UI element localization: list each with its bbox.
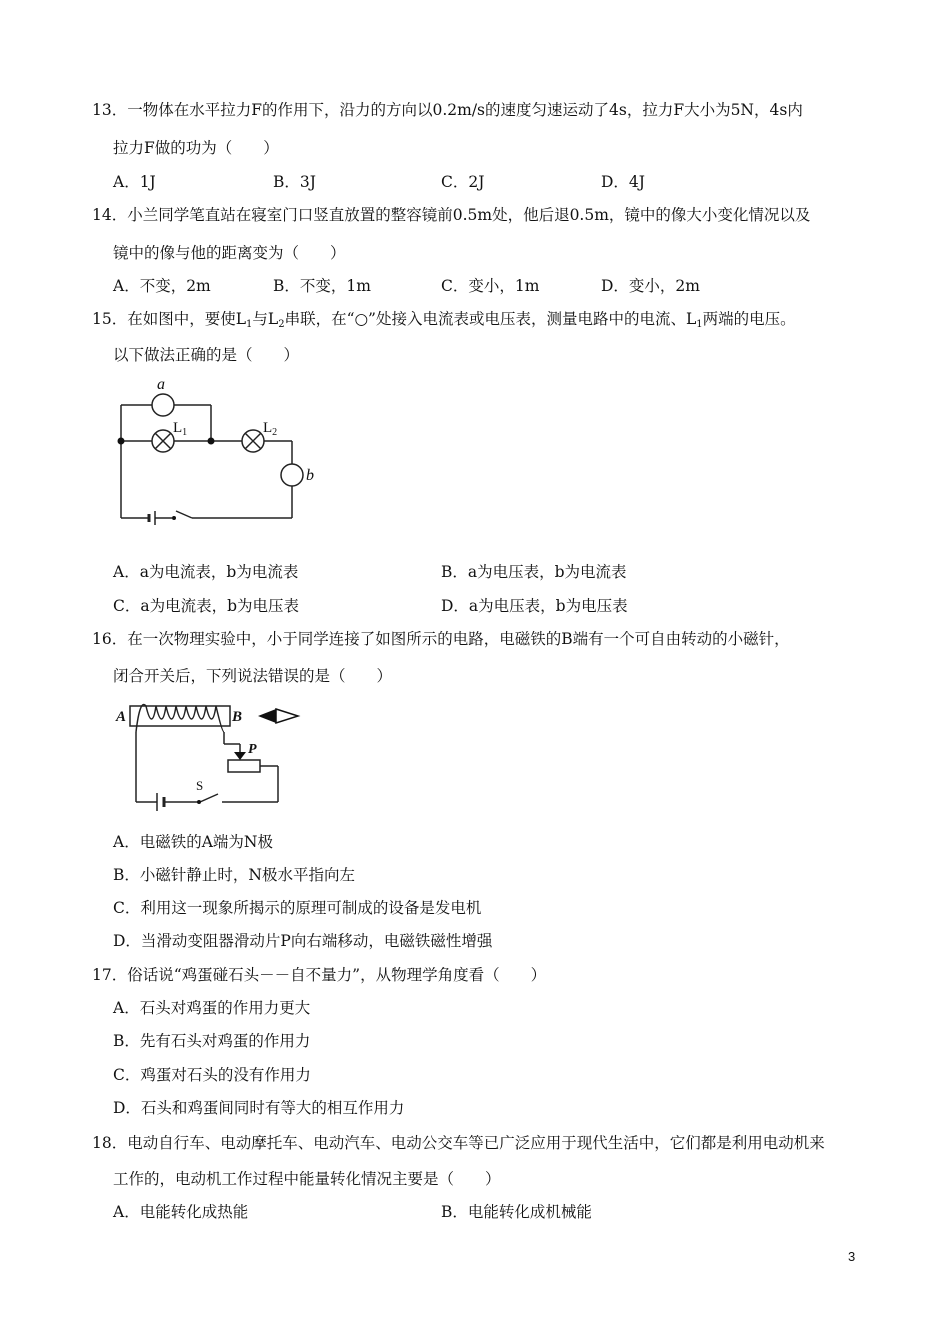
q15-stem-line2: 以下做法正确的是（ ） [113,346,300,364]
q17-option-c: C．鸡蛋对石头的没有作用力 [113,1066,311,1084]
q18-option-b: B．电能转化成机械能 [441,1203,592,1221]
q14-option-c: C．变小，1m [441,277,540,295]
q13-option-a: A．1J [113,173,156,191]
q17-option-b: B．先有石头对鸡蛋的作用力 [113,1032,311,1050]
q13-option-d: D．4J [601,173,646,191]
q15-label-a: a [157,376,165,393]
q16-stem-line1: 16．在一次物理实验中，小于同学连接了如图所示的电路，电磁铁的B端有一个可自由转动的小磁针， [92,630,790,648]
page-number: 3 [848,1249,856,1264]
q15-option-b: B．a为电压表，b为电流表 [441,563,627,581]
q16-label-P: P [248,742,257,757]
q15-circuit-diagram [110,372,330,532]
q15-label-l2: $L_2$ [263,420,278,438]
q13-stem-line2: 拉力F做的功为（ ） [113,139,279,157]
q15-option-c: C．a为电流表，b为电压表 [113,597,300,615]
q18-stem-line1: 18．电动自行车、电动摩托车、电动汽车、电动公交车等已广泛应用于现代生活中，它们都是利用电动机来 [92,1134,825,1152]
q14-stem-line2: 镜中的像与他的距离变为（ ） [113,244,346,262]
q15-option-a: A．a为电流表，b为电流表 [113,563,299,581]
q14-option-a: A．不变，2m [113,277,211,295]
q15-option-d: D．a为电压表，b为电压表 [441,597,628,615]
q16-electromagnet-diagram [110,696,310,816]
q16-label-A: A [116,709,127,725]
q16-label-B: B [232,709,243,725]
q18-stem-line2: 工作的，电动机工作过程中能量转化情况主要是（ ） [113,1170,501,1188]
q16-label-S: S [196,778,204,793]
q17-stem: 17．俗话说“鸡蛋碰石头－－自不量力”，从物理学角度看（ ） [92,966,547,984]
q17-option-a: A．石头对鸡蛋的作用力更大 [113,999,311,1017]
q16-stem-line2: 闭合开关后，下列说法错误的是（ ） [113,667,393,685]
q14-stem-line1: 14．小兰同学笔直站在寝室门口竖直放置的整容镜前0.5m处，他后退0.5m，镜中的像大小变化情况以及 [92,206,811,224]
q18-option-a: A．电能转化成热能 [113,1203,249,1221]
q13-stem-line1: 13．一物体在水平拉力F的作用下，沿力的方向以0.2m/s的速度匀速运动了4s，拉力F大小为5N，4s内 [92,101,803,119]
q16-option-d: D．当滑动变阻器滑动片P向右端移动，电磁铁磁性增强 [113,932,493,950]
q15-label-l1: $L_1$ [173,420,188,438]
q15-stem-line1: 15．在如图中，要使L1与L2串联，在“○”处接入电流表或电压表，测量电路中的电流、L1两端的电压。 [92,310,796,330]
q14-option-b: B．不变，1m [273,277,371,295]
q13-option-b: B．3J [273,173,316,191]
q16-option-a: A．电磁铁的A端为N极 [113,833,273,851]
q14-option-d: D．变小，2m [601,277,700,295]
q15-label-b: b [306,467,314,484]
q16-option-b: B．小磁针静止时，N极水平指向左 [113,866,355,884]
q13-option-c: C．2J [441,173,485,191]
q17-option-d: D．石头和鸡蛋间同时有等大的相互作用力 [113,1099,405,1117]
q16-option-c: C．利用这一现象所揭示的原理可制成的设备是发电机 [113,899,482,917]
